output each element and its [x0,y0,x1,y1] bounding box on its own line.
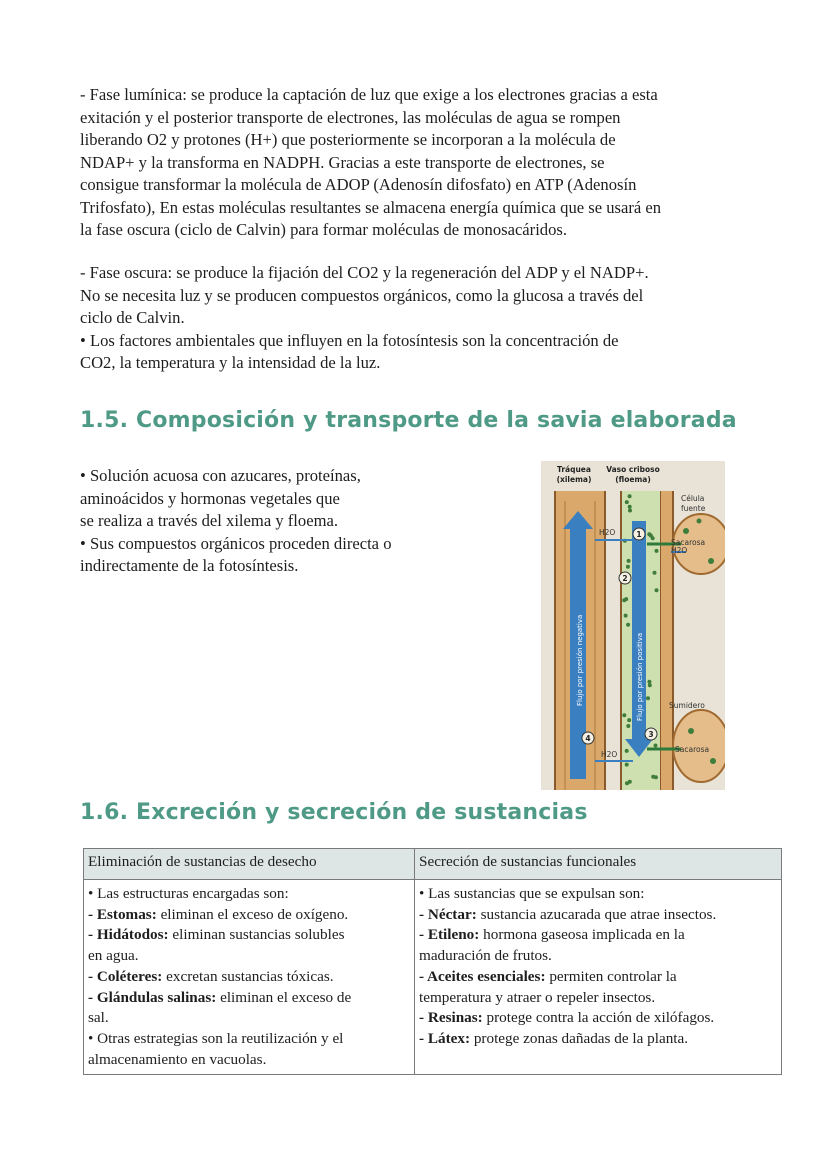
sumidero-label: Sumidero [669,701,705,710]
table-cell-line: temperatura y atraer o repeler insectos. [419,988,656,1006]
table-cell-line: sal. [88,1009,109,1027]
xilema-label: (xilema) [556,475,592,484]
step-3-label: 3 [648,730,654,739]
paragraph-line: ciclo de Calvin. [80,308,185,327]
fase-oscura-paragraph [80,262,770,375]
table-cell-line: almacenamiento en vacuolas. [88,1050,267,1068]
section-1-5-title: 1.5. Composición y transporte de la savia elaborada [80,408,737,433]
table-cell-line: - Néctar: sustancia azucarada que atrae insectos. [419,905,717,923]
excretion-secretion-table [83,848,782,1075]
paragraph-line: NDAP+ y la transforma en NADPH. Gracias a este transporte de electrones, se [80,152,605,172]
paragraph-line: consigue transformar la molécula de ADOP (Adenosín difosfato) en ATP (Adenosín [80,175,637,194]
paragraph-line: No se necesita luz y se producen compuestos orgánicos, como la glucosa a través del [80,285,644,305]
paragraph-line: • Los factores ambientales que influyen en la fotosíntesis son la concentración de [80,330,619,350]
paragraph-line: - Fase lumínica: se produce la captación de luz que exige a los electrones gracias a esta [80,85,658,104]
table-cell-line: - Glándulas salinas: eliminan el exceso de [88,988,352,1006]
fase-luminica-paragraph [80,84,770,242]
step-4-label: 4 [585,734,591,743]
table-cell-line: - Aceites esenciales: permiten controlar la [419,967,677,985]
table-cell-line: • Otras estrategias son la reutilización y el [88,1029,344,1047]
h2o-top-label: H2O [599,528,616,537]
vaso-criboso-label: Vaso criboso [606,465,660,474]
h2o-bottom-label: H2O [601,750,618,759]
eliminacion-cell [84,880,415,1075]
table-cell-line: en agua. [88,947,139,965]
step-2-label: 2 [622,574,628,583]
table-cell-line: maduración de frutos. [419,947,552,965]
phloem-transport-diagram [541,461,725,790]
table-cell-line: • Las sustancias que se expulsan son: [419,885,645,902]
table-cell-line: - Coléteres: excretan sustancias tóxicas. [88,967,334,985]
paragraph-line: • Sus compuestos orgánicos proceden directa o [80,533,392,553]
paragraph-line: aminoácidos y hormonas vegetales que [80,488,340,508]
table-cell-line: - Estomas: eliminan el exceso de oxígeno. [88,905,349,923]
celula-label: Célula [681,494,705,503]
floema-label: (floema) [615,475,651,484]
fuente-label: fuente [681,504,706,513]
paragraph-line: liberando O2 y protones (H+) que posteriormente se incorporan a la molécula de [80,130,616,149]
table-cell-line: - Hidátodos: eliminan sustancias solubles [88,926,345,944]
paragraph-line: indirectamente de la fotosíntesis. [80,556,299,575]
paragraph-line: CO2, la temperatura y la intensidad de la luz. [80,353,381,372]
paragraph-line: se realiza a través del xilema y floema. [80,511,338,530]
paragraph-line: • Solución acuosa con azucares, proteínas, [80,466,361,485]
flujo-positivo-label: Flujo por presión positiva [636,632,644,721]
paragraph-line: la fase oscura (ciclo de Calvin) para formar moléculas de monosacáridos. [80,220,568,239]
sacarosa-top-label: Sacarosa [671,538,706,547]
paragraph-line: Trifosfato), En estas moléculas resultantes se almacena energía química que se usará en [80,197,662,217]
secrecion-cell [415,880,782,1075]
savia-elaborada-text [80,465,510,578]
table-header-eliminacion: Eliminación de sustancias de desecho [84,849,415,880]
paragraph-line: - Fase oscura: se produce la fijación del CO2 y la regeneración del ADP y el NADP+. [80,263,649,282]
table-cell-line: • Las estructuras encargadas son: [88,885,289,902]
h2o-cell-label: H2O [671,546,688,555]
sacarosa-bottom-label: Sacarosa [675,745,710,754]
table-cell-line: - Látex: protege zonas dañadas de la planta. [419,1029,689,1047]
step-1-label: 1 [636,530,642,539]
flujo-negativo-label: Flujo por presión negativa [576,614,584,706]
table-cell-line: - Resinas: protege contra la acción de xilófagos. [419,1009,715,1027]
table-header-secrecion: Secreción de sustancias funcionales [415,849,782,880]
table-cell-line: - Etileno: hormona gaseosa implicada en la [419,926,685,944]
traquea-label: Tráquea [557,465,591,474]
paragraph-line: exitación y el posterior transporte de electrones, las moléculas de agua se rompen [80,107,621,127]
section-1-6-title: 1.6. Excreción y secreción de sustancias [80,800,588,825]
